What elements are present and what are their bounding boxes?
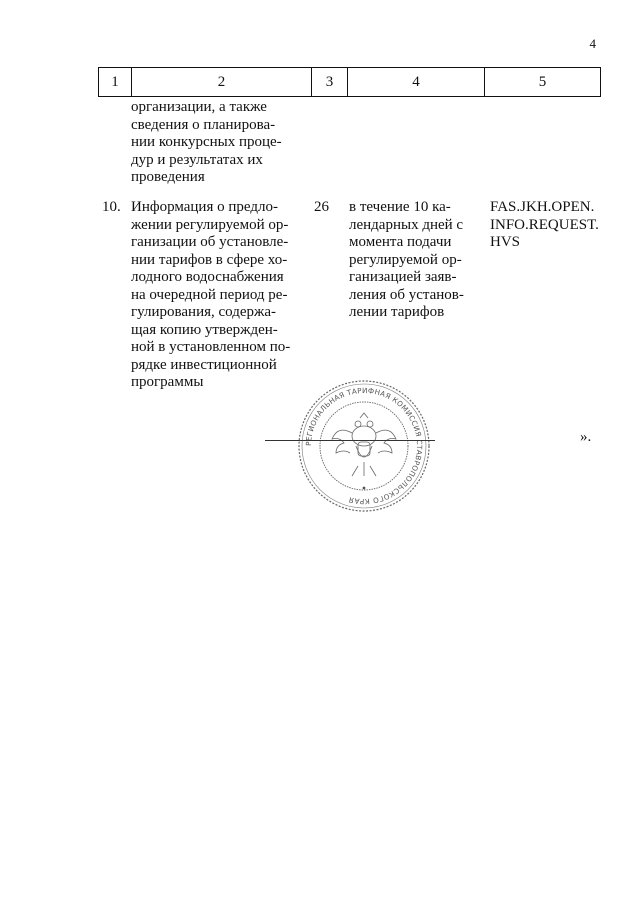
- continuation-line: сведения о планирова-: [131, 116, 276, 133]
- header-cell-3: 3: [312, 68, 348, 97]
- name-line: Информация о предло-: [131, 199, 278, 215]
- continuation-line: нии конкурсных проце-: [131, 134, 282, 150]
- term-line: ганизацией заяв-: [349, 269, 457, 285]
- name-line: программы: [131, 374, 204, 390]
- name-line: ганизации об установле-: [131, 234, 289, 250]
- row-number: 10.: [102, 199, 121, 215]
- continuation-line: проведения: [131, 169, 205, 185]
- name-line: ной в установленном по-: [131, 339, 291, 355]
- closing-quote: ».: [580, 429, 592, 445]
- name-line: жении регулируемой ор-: [131, 216, 289, 233]
- official-seal-icon: [296, 378, 432, 514]
- term-line: момента подачи: [349, 234, 452, 250]
- continuation-text: [131, 99, 306, 187]
- table-header-row: [98, 67, 601, 97]
- row-term: [349, 199, 480, 322]
- term-line: ления об установ-: [349, 286, 464, 303]
- row-template-code: [490, 199, 599, 252]
- continuation-line: организации, а также: [131, 99, 267, 115]
- signature-line: [265, 440, 435, 441]
- row-form-number: 26: [314, 199, 329, 215]
- name-line: рядке инвестиционной: [131, 356, 277, 373]
- name-line: на очередной период ре-: [131, 286, 288, 303]
- term-line: лении тарифов: [349, 304, 445, 320]
- code-line: FAS.JKH.OPEN.: [490, 199, 595, 215]
- continuation-line: дур и результатах их: [131, 151, 263, 168]
- code-line: INFO.REQUEST.: [490, 216, 599, 233]
- header-cell-2: 2: [132, 68, 312, 97]
- term-line: лендарных дней с: [349, 216, 464, 233]
- name-line: щая копию утвержден-: [131, 321, 278, 338]
- header-cell-4: 4: [348, 68, 485, 97]
- header-cell-1: 1: [99, 68, 132, 97]
- name-line: лодного водоснабжения: [131, 269, 284, 285]
- row-info-name: [131, 199, 306, 392]
- term-line: в течение 10 ка-: [349, 199, 451, 215]
- name-line: нии тарифов в сфере хо-: [131, 251, 288, 268]
- seal-text: РЕГИОНАЛЬНАЯ ТАРИФНАЯ КОМИССИЯ СТАВРОПОЛЬСКОГО КРАЯ: [303, 385, 425, 507]
- term-line: регулируемой ор-: [349, 251, 462, 268]
- header-cell-5: 5: [485, 68, 601, 97]
- page-number: 4: [589, 36, 596, 51]
- code-line: HVS: [490, 234, 521, 250]
- name-line: гулирования, содержа-: [131, 304, 277, 320]
